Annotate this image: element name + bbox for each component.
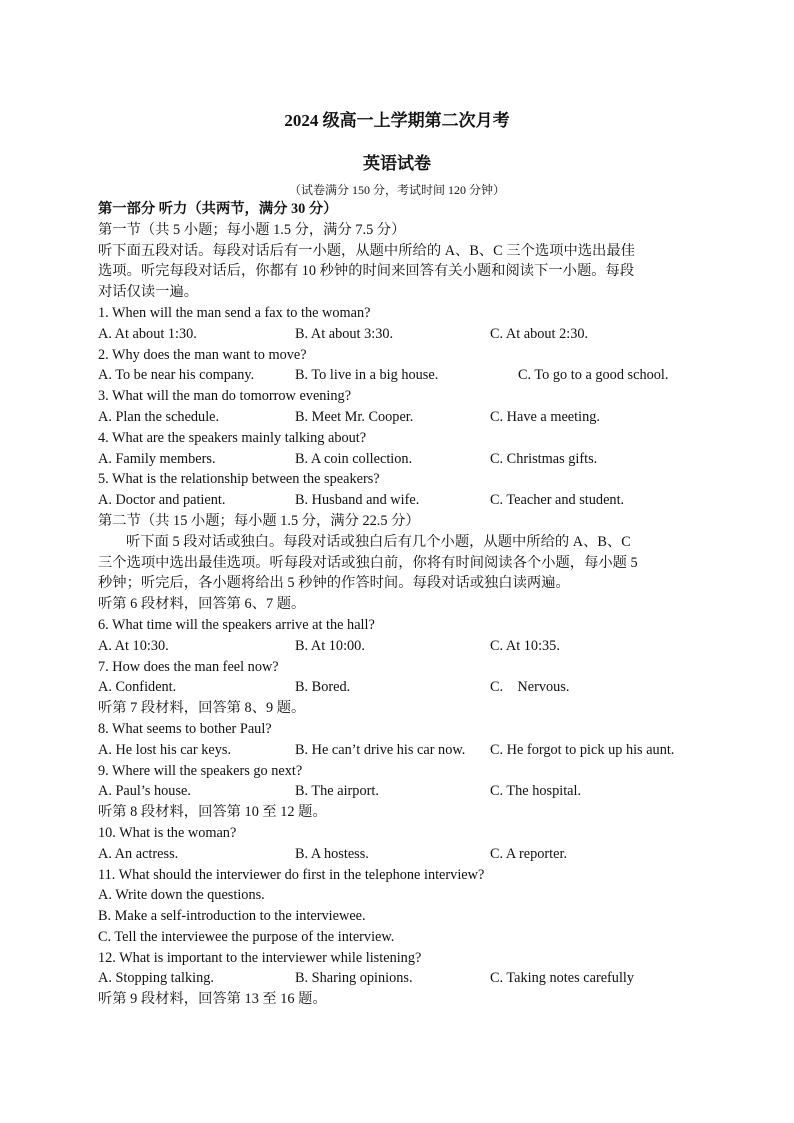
question-stem: 9. Where will the speakers go next? — [98, 762, 303, 779]
option-a: A. He lost his car keys. — [98, 741, 232, 758]
section2-instruction-line: 听下面 5 段对话或独白。每段对话或独白后有几个小题，从题中所给的 A、B、C — [126, 533, 631, 550]
question-stem: 5. What is the relationship between the speakers? — [98, 471, 380, 488]
question-options — [98, 781, 702, 802]
question-options — [98, 449, 702, 470]
option-b: B. At 10:00. — [295, 637, 365, 654]
section1-instruction-line: 听下面五段对话。每段对话后有一小题，从题中所给的 A、B、C 三个选项中选出最佳 — [98, 242, 635, 259]
option-c: C. Have a meeting. — [490, 408, 600, 425]
question-options — [98, 490, 702, 511]
question-stem: 11. What should the interviewer do first in the telephone interview? — [98, 866, 485, 883]
question-stem: 10. What is the woman? — [98, 824, 237, 841]
option-b: B. A hostess. — [295, 845, 369, 862]
question-stem: 7. How does the man feel now? — [98, 658, 279, 675]
option-b: B. At about 3:30. — [295, 325, 394, 342]
option-c: C. Tell the interviewee the purpose of the interview. — [98, 928, 395, 945]
option-c: C. He forgot to pick up his aunt. — [490, 741, 675, 758]
option-b: B. Make a self-introduction to the interviewee. — [98, 908, 366, 925]
option-a: A. An actress. — [98, 845, 179, 862]
section1-heading: 第一节（共 5 小题；每小题 1.5 分，满分 7.5 分） — [98, 221, 406, 238]
question-stem: 12. What is important to the interviewer while listening? — [98, 949, 422, 966]
question-stem: 6. What time will the speakers arrive at the hall? — [98, 616, 375, 633]
question-options — [98, 968, 702, 989]
option-c: C. A reporter. — [490, 845, 568, 862]
exam-subtitle: 英语试卷 — [363, 154, 431, 173]
question-options — [98, 740, 702, 761]
question-options — [98, 407, 702, 428]
option-b: B. The airport. — [295, 783, 379, 800]
option-b: B. Husband and wife. — [295, 492, 420, 509]
option-c: C. To go to a good school. — [518, 367, 669, 384]
option-a: A. Confident. — [98, 679, 177, 696]
option-b: B. Bored. — [295, 679, 351, 696]
question-stem: 3. What will the man do tomorrow evening? — [98, 388, 352, 405]
exam-title: 2024 级高一上学期第二次月考 — [284, 111, 510, 130]
material-note: 听第 8 段材料，回答第 10 至 12 题。 — [98, 804, 327, 821]
option-a: A. At 10:30. — [98, 637, 169, 654]
option-a: A. Family members. — [98, 450, 216, 467]
option-c: C. Taking notes carefully — [490, 970, 635, 987]
question-stem: 4. What are the speakers mainly talking about? — [98, 429, 367, 446]
option-a: A. To be near his company. — [98, 367, 255, 384]
option-a: A. Plan the schedule. — [98, 408, 220, 425]
question-options — [98, 324, 702, 345]
option-a: A. Paul’s house. — [98, 783, 191, 800]
question-options — [98, 365, 702, 386]
option-b: B. Sharing opinions. — [295, 970, 413, 987]
option-a: A. At about 1:30. — [98, 325, 197, 342]
option-b: B. A coin collection. — [295, 450, 413, 467]
option-a: A. Doctor and patient. — [98, 492, 226, 509]
option-a: A. Stopping talking. — [98, 970, 214, 987]
exam-note: （试卷满分 150 分，考试时间 120 分钟） — [288, 183, 505, 197]
option-c: C. Nervous. — [490, 679, 570, 696]
part1-heading: 第一部分 听力（共两节，满分 30 分） — [98, 201, 338, 217]
option-b: B. Meet Mr. Cooper. — [295, 408, 414, 425]
question-stem: 1. When will the man send a fax to the woman? — [98, 304, 371, 321]
exam-content — [98, 199, 702, 1010]
question-options — [98, 844, 702, 865]
question-options — [98, 677, 702, 698]
option-c: C. Christmas gifts. — [490, 450, 598, 467]
option-c: C. The hospital. — [490, 783, 582, 800]
section2-instruction-line: 秒钟；听完后，各小题将给出 5 秒钟的作答时间。每段对话或独白读两遍。 — [98, 575, 570, 592]
option-a: A. Write down the questions. — [98, 887, 265, 904]
section1-instruction-line: 对话仅读一遍。 — [98, 284, 199, 301]
option-b: B. To live in a big house. — [295, 367, 439, 384]
option-b: B. He can’t drive his car now. — [295, 741, 466, 758]
question-options — [98, 636, 702, 657]
option-c: C. At about 2:30. — [490, 325, 589, 342]
question-stem: 2. Why does the man want to move? — [98, 346, 307, 363]
question-stem: 8. What seems to bother Paul? — [98, 720, 272, 737]
material-note: 听第 7 段材料，回答第 8、9 题。 — [98, 700, 306, 717]
material-note: 听第 6 段材料，回答第 6、7 题。 — [98, 596, 306, 613]
section1-instruction-line: 选项。听完每段对话后，你都有 10 秒钟的时间来回答有关小题和阅读下一小题。每段 — [98, 263, 635, 280]
material-note: 听第 9 段材料，回答第 13 至 16 题。 — [98, 991, 327, 1008]
section2-instruction-line: 三个选项中选出最佳选项。听每段对话或独白前，你将有时间阅读各个小题，每小题 5 — [98, 554, 638, 571]
section2-heading: 第二节（共 15 小题；每小题 1.5 分，满分 22.5 分） — [98, 512, 420, 529]
option-c: C. At 10:35. — [490, 637, 560, 654]
option-c: C. Teacher and student. — [490, 492, 625, 509]
